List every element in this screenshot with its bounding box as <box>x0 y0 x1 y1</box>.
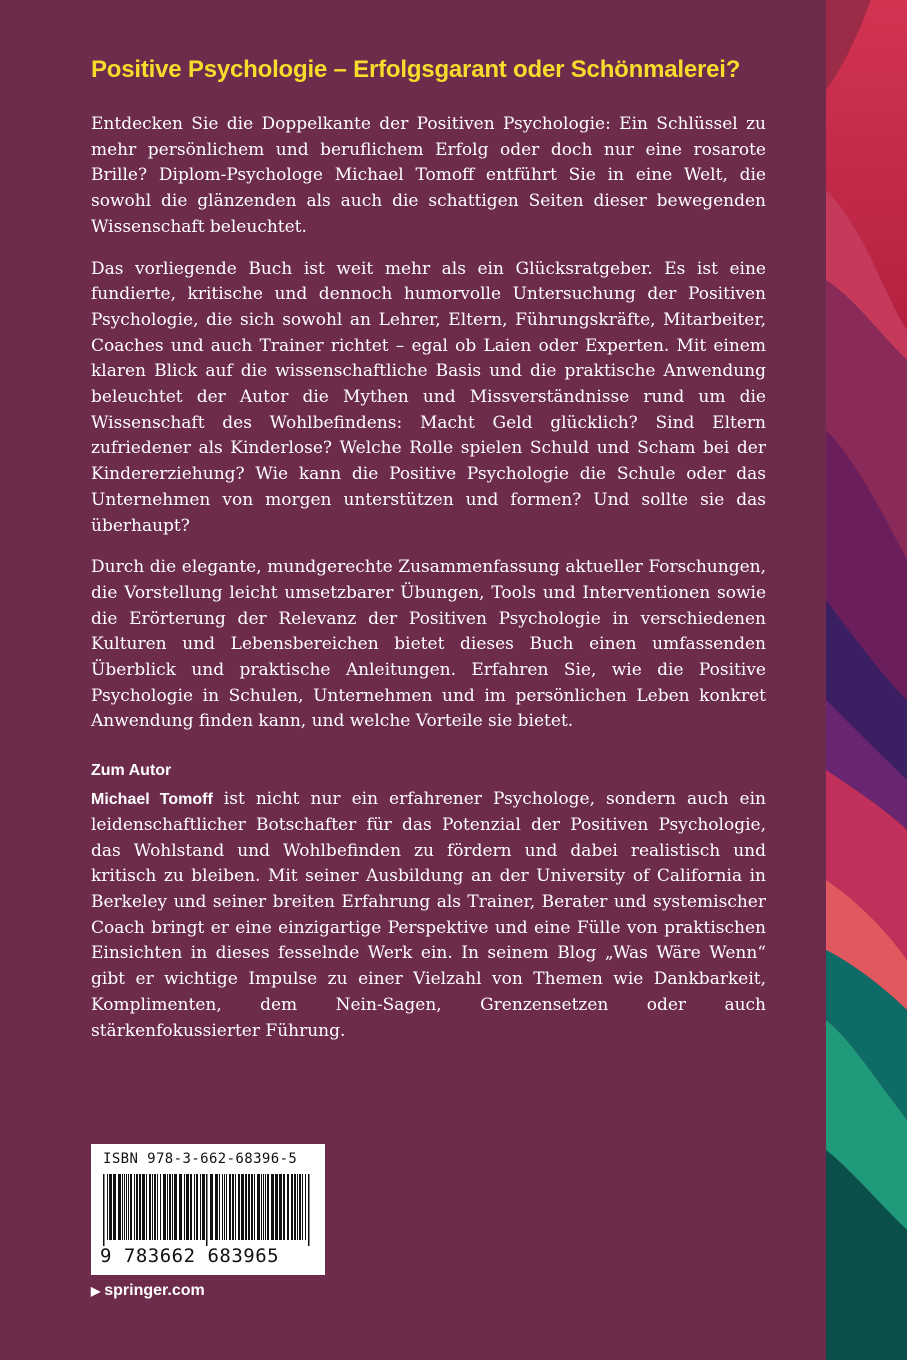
barcode-bar <box>128 1174 129 1240</box>
barcode-bar <box>302 1174 303 1240</box>
publisher-url: springer.com <box>104 1282 205 1299</box>
barcode-bar <box>226 1174 227 1240</box>
barcode-bar <box>215 1174 218 1240</box>
barcode-bar <box>124 1174 125 1240</box>
barcode-bar <box>186 1174 189 1240</box>
barcode-bar <box>113 1174 116 1240</box>
barcode-bar <box>224 1174 225 1240</box>
barcode-bar <box>210 1174 213 1240</box>
author-heading: Zum Autor <box>91 762 172 780</box>
author-bio-text: ist nicht nur ein erfahrener Psychologe, sondern auch ein leidenschaftlicher Botschafter für das Potenzial der Positiven Psychologie, das Wohlstand und Wohlbefinden zu fördern und dabei realistisch und kritisch zu bleiben. Mit seiner Ausbildung an der University of California in Berkeley und seiner breiten Erfahrung als Trainer, Berater und systemischer Coach bringt er eine einzigartige Perspektive und eine Fülle von praktischen Einsichten in dieses fesselnde Werk ein. In seinem Blog „Was Wäre Wenn“ gibt er wichtige Impulse zu einer Vielzahl von Themen wie Dankbarkeit, Komplimenten, dem Nein-Sagen, Grenzensetzen oder auch stärkenfokussierter Führung. <box>91 789 766 1041</box>
barcode-bar <box>196 1174 198 1240</box>
barcode-bar <box>167 1174 168 1240</box>
barcode-bar <box>271 1174 274 1240</box>
book-title: Positive Psychologie – Erfolgsgarant oder Schönmalerei? <box>91 56 741 83</box>
barcode-bar <box>103 1174 105 1246</box>
barcode-bar <box>157 1174 158 1240</box>
barcode-bar <box>109 1174 112 1240</box>
barcode-bar <box>194 1174 195 1240</box>
barcode-bar <box>160 1174 161 1240</box>
barcode-bar <box>134 1174 135 1240</box>
barcode-bar <box>206 1174 208 1246</box>
ean-digits: 9 783662 683965 <box>100 1245 280 1267</box>
barcode-bar <box>257 1174 260 1240</box>
barcode-bar <box>202 1174 205 1240</box>
barcode-bar <box>275 1174 278 1240</box>
barcode-bar <box>241 1174 244 1240</box>
barcode-bar <box>152 1174 153 1240</box>
barcode-bar <box>283 1174 285 1240</box>
barcode-bar <box>179 1174 182 1240</box>
isbn-barcode <box>91 1144 325 1275</box>
barcode-bar <box>308 1174 310 1246</box>
barcode-bar <box>219 1174 220 1240</box>
barcode-bar <box>248 1174 250 1240</box>
barcode-bar <box>263 1174 264 1240</box>
barcode-bar <box>163 1174 166 1240</box>
barcode-bar <box>122 1174 123 1240</box>
barcode-bar <box>142 1174 145 1240</box>
barcode-bar <box>245 1174 247 1240</box>
barcode-bar <box>190 1174 192 1240</box>
barcode-bar <box>254 1174 255 1240</box>
barcode-bar <box>232 1174 234 1240</box>
barcode-bar <box>200 1174 201 1240</box>
barcode-bar <box>294 1174 296 1240</box>
barcode-bar <box>107 1174 108 1240</box>
author-name: Michael Tomoff <box>91 791 213 809</box>
description-paragraph-1: Entdecken Sie die Doppelkante der Positiven Psychologie: Ein Schlüssel zu mehr persönlichem und beruflichem Erfolg oder doch nur eine rosarote Brille? Diplom-Psychologe Michael Tomoff entführt Sie in eine Welt, die sowohl die glänzenden als auch die schattigen Seiten dieser bewegenden Wissenschaft beleuchtet. <box>91 114 766 237</box>
author-bio <box>91 787 766 1044</box>
publisher-link[interactable] <box>91 1282 205 1300</box>
barcode-bar <box>261 1174 262 1240</box>
barcode-bar <box>287 1174 289 1240</box>
barcode-bar <box>251 1174 253 1240</box>
description-paragraph-2: Das vorliegende Buch ist weit mehr als ein Glücksratgeber. Es ist eine fundierte, kritische und dennoch humorvolle Untersuchung der Positiven Psychologie, die sich sowohl an Lehrer, Eltern, Führungskräfte, Mitarbeiter, Coaches und auch Trainer richtet – egal ob Laien oder Experten. Mit einem klaren Blick auf die wissenschaftliche Basis und die praktische Anwendung beleuchtet der Autor die Mythen und Missverständnisse rund um die Wissenschaft des Wohlbefindens: Macht Geld glücklich? Sind Eltern zufriedener als Kinderlose? Welche Rolle spielen Schuld und Scham bei der Kindererziehung? Wie kann die Positive Psychologie die Schule oder das Unternehmen von morgen unterstützen und formen? Und sollte sie das überhaupt? <box>91 258 766 536</box>
barcode-bar <box>146 1174 147 1240</box>
description-paragraph-3: Durch die elegante, mundgerechte Zusammenfassung aktueller Forschungen, die Vorstellung leicht umsetzbarer Übungen, Tools und Interventionen sowie die Erörterung der Relevanz der Positiven Psychologie in verschiedenen Kulturen und Lebensbereichen bietet dieses Buch einen umfassenden Überblick und praktische Anleitungen. Erfahren Sie, wie die Positive Psychologie in Schulen, Unternehmen und im persönlichen Leben konkret Anwendung finden kann, und welche Vorteile sie bietet. <box>91 557 766 732</box>
barcode-bar <box>279 1174 282 1240</box>
barcode-bar <box>229 1174 231 1240</box>
barcode-bar <box>267 1174 269 1240</box>
barcode-bar <box>265 1174 266 1240</box>
back-cover-text <box>91 55 766 1060</box>
barcode-bar <box>169 1174 171 1240</box>
barcode-bar <box>222 1174 223 1240</box>
isbn-label: ISBN 978-3-662-68396-5 <box>103 1151 298 1167</box>
barcode-bar <box>149 1174 151 1240</box>
barcode-bar <box>238 1174 240 1240</box>
barcode-bar <box>299 1174 301 1240</box>
arrow-icon: ▶ <box>91 1284 101 1298</box>
spine-decoration <box>826 0 907 1360</box>
barcode-bar <box>184 1174 185 1240</box>
barcode-bar <box>118 1174 121 1240</box>
barcode-bar <box>297 1174 298 1240</box>
barcode-bar <box>136 1174 138 1240</box>
barcode-bar <box>305 1174 306 1240</box>
barcode-bars <box>101 1174 315 1246</box>
barcode-bar <box>235 1174 236 1240</box>
barcode-bar <box>291 1174 293 1240</box>
barcode-bar <box>154 1174 156 1240</box>
barcode-bar <box>174 1174 177 1240</box>
barcode-bar <box>172 1174 173 1240</box>
barcode-bar <box>130 1174 132 1240</box>
barcode-bar <box>126 1174 127 1240</box>
barcode-bar <box>139 1174 141 1240</box>
